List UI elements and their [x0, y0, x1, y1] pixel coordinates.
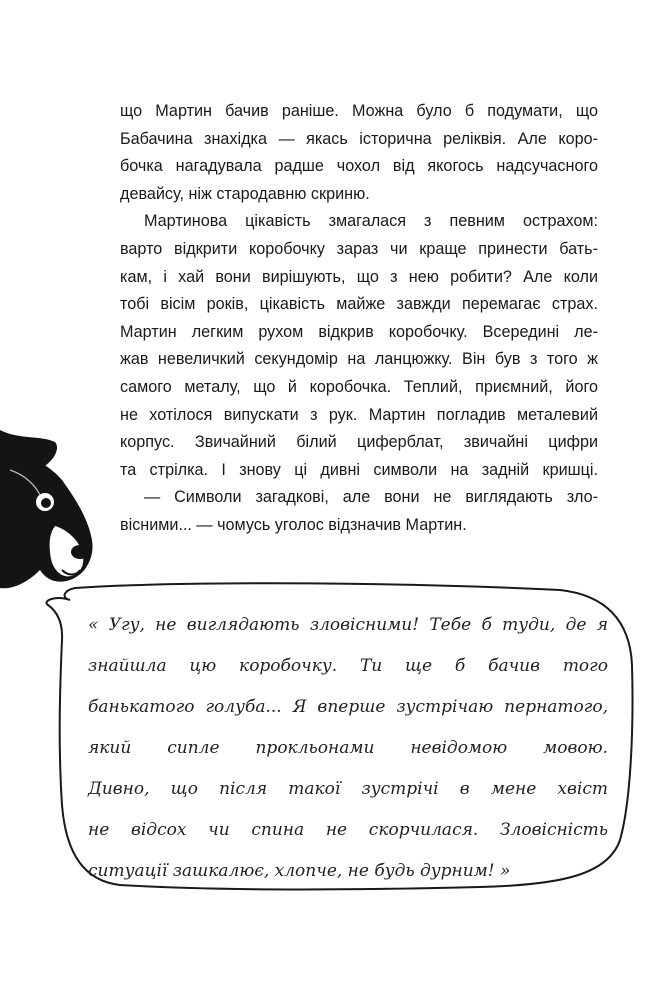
text-line: та стрілка. І знову ці дивні символи на задній кришці. [120, 460, 598, 479]
text-line: що Мартин бачив раніше. Можна було б подумати, що [120, 102, 598, 120]
text-line: Бабачина знахідка — якась історична реліквія. Але коро- [120, 129, 598, 148]
text-line: корпус. Звичайний білий циферблат, звичайні цифри [120, 433, 598, 452]
main-text [120, 98, 598, 540]
handwritten-line: знайшла цю коробочку. Ти ще б бачив того [88, 656, 608, 676]
text-line: вісними... — чомусь уголос відзначив Мартин. [120, 515, 467, 534]
text-line: самого металу, що й коробочка. Теплий, приємний, його [120, 377, 598, 396]
text-line: Мартин легким рухом відкрив коробочку. Всередині ле- [120, 322, 598, 341]
text-line: кам, і хай вони вирішують, що з нею робити? Але коли [120, 267, 598, 286]
handwritten-line: не відсох чи спина не скорчилася. Зловісність [88, 820, 608, 840]
handwritten-line: ситуації зашкалює, хлопче, не будь дурним! » [88, 861, 511, 881]
handwritten-line: банькатого голуба... Я вперше зустрічаю пернатого, [88, 697, 608, 717]
text-line: варто відкрити коробочку зараз чи краще принести бать- [120, 239, 598, 258]
text-line: не хотілося випускати з рук. Мартин погладив металевий [120, 405, 598, 424]
dog-pupil [41, 498, 51, 508]
text-line: — Символи загадкові, але вони не виглядають зло- [144, 488, 598, 507]
text-line: бочка нагадувала радше чохол від якогось надсучасного [120, 157, 598, 176]
handwritten-line: який сипле прокльонами невідомою мовою. [88, 738, 608, 758]
text-line: Мартинова цікавість змагалася з певним острахом: [144, 212, 598, 231]
text-line: жав невеличкий секундомір на ланцюжку. Він був з того ж [120, 350, 598, 369]
text-line: девайсу, ніж стародавню скриню. [120, 184, 370, 203]
handwritten-line: Дивно, що після такої зустрічі в мене хвіст [88, 779, 608, 799]
handwritten-note [88, 605, 608, 892]
text-line: тобі вісім років, цікавість майже завжди перемагає страх. [120, 295, 598, 314]
handwritten-line: « Угу, не виглядають зловісними! Тебе б туди, де я [88, 615, 608, 635]
